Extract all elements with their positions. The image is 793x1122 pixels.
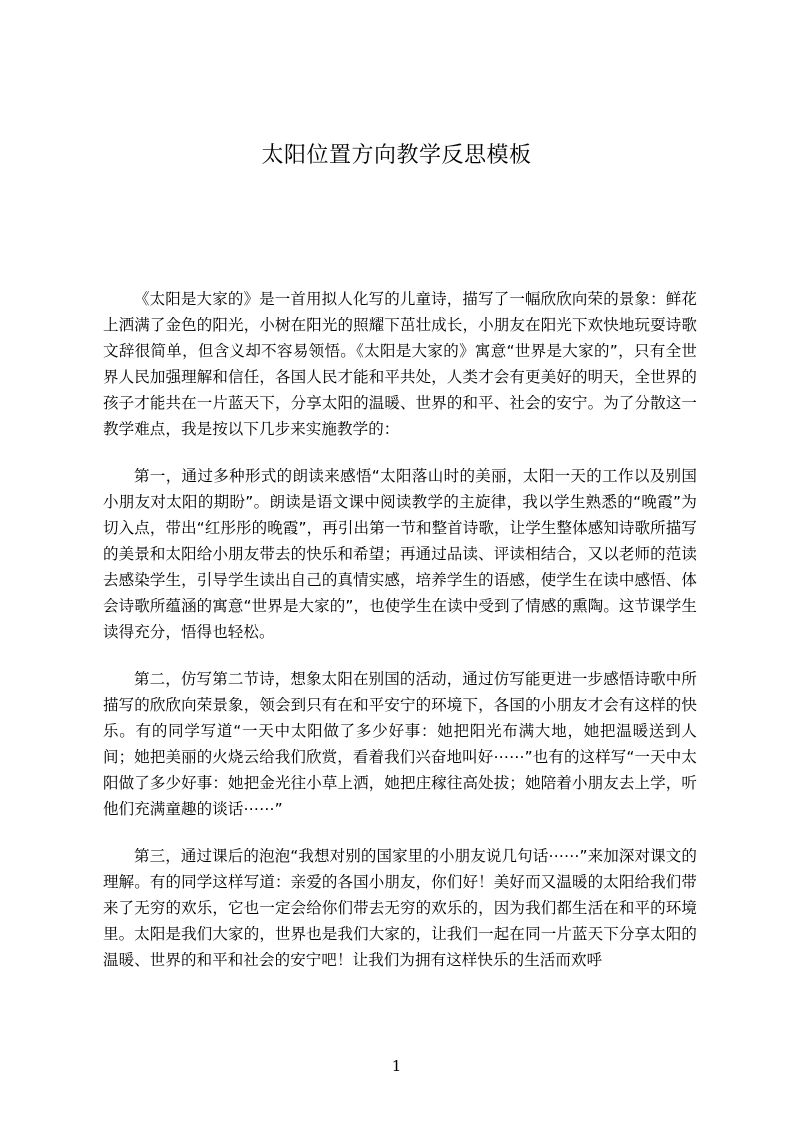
paragraph-third: 第三，通过课后的泡泡“我想对别的国家里的小朋友说几句话⋯⋯”来加深对课文的理解。有的同学这样写道：亲爱的各国小朋友，你们好！美好而又温暖的太阳给我们带来了无穷的欢乐，它也一定会给你们带去无穷的欢乐的，因为我们都生活在和平的环境里。太阳是我们大家的，世界也是我们大家的，让我们一起在同一片蓝天下分享太阳的温暖、世界的和平和社会的安宁吧！让我们为拥有这样快乐的生活而欢呼 xyxy=(103,847,697,969)
paragraph-first: 第一，通过多种形式的朗读来感悟“太阳落山时的美丽，太阳一天的工作以及别国小朋友对太阳的期盼”。朗读是语文课中阅读教学的主旋律，我以学生熟悉的“晚霞”为切入点，带出“红彤彤的晚霞”，再引出第一节和整首诗歌，让学生整体感知诗歌所描写的美景和太阳给小朋友带去的快乐和希望；再通过品读、评读相结合，又以老师的范读去感染学生，引导学生读出自己的真情实感，培养学生的语感，使学生在读中感悟、体会诗歌所蕴涵的寓意“世界是大家的”，也使学生在读中受到了情感的熏陶。这节课学生读得充分，悟得也轻松。 xyxy=(103,467,697,641)
document-body xyxy=(103,286,697,994)
page-number: 1 xyxy=(391,1057,402,1075)
document-title: 太阳位置方向教学反思模板 xyxy=(261,143,532,168)
paragraph-second: 第二，仿写第二节诗，想象太阳在别国的活动，通过仿写能更进一步感悟诗歌中所描写的欣欣向荣景象，领会到只有在和平安宁的环境下，各国的小朋友才会有这样的快乐。有的同学写道“一天中太阳做了多少好事：她把阳光布满大地，她把温暖送到人间；她把美丽的火烧云给我们欣赏，看着我们兴奋地叫好⋯⋯”也有的这样写“一天中太阳做了多少好事：她把金光往小草上洒，她把庄稼往高处拔；她陪着小朋友去上学，听他们充满童趣的谈话⋯⋯” xyxy=(103,670,697,818)
paragraph-intro: 《太阳是大家的》是一首用拟人化写的儿童诗，描写了一幅欣欣向荣的景象：鲜花上洒满了金色的阳光，小树在阳光的照耀下茁壮成长，小朋友在阳光下欢快地玩耍诗歌文辞很简单，但含义却不容易领悟。《太阳是大家的》寓意“世界是大家的”，只有全世界人民加强理解和信任，各国人民才能和平共处，人类才会有更美好的明天，全世界的孩子才能共在一片蓝天下，分享太阳的温暖、世界的和平、社会的安宁。为了分散这一教学难点，我是按以下几步来实施教学的： xyxy=(103,290,697,438)
